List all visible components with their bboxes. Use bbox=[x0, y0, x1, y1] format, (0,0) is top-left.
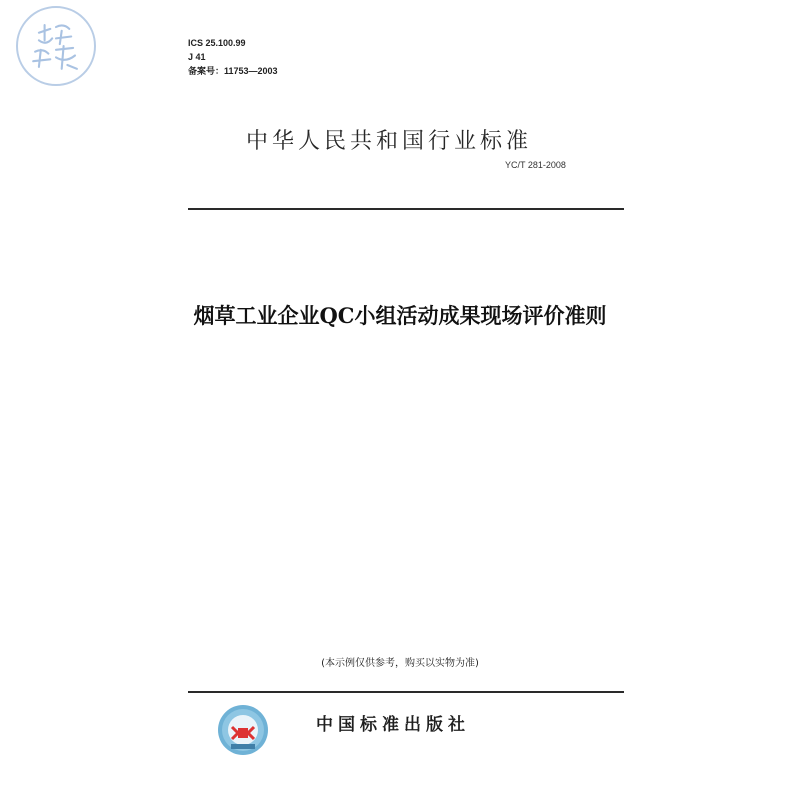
publisher-seal-icon bbox=[216, 703, 270, 757]
sample-notice: (本示例仅供参考，购买以实物为准) bbox=[321, 658, 479, 669]
standard-number: YC/T 281-2008 bbox=[505, 160, 566, 170]
classification-code: J 41 bbox=[188, 52, 206, 62]
calligraphy-seal-icon bbox=[16, 6, 96, 86]
publisher-name: 中国标准出版社 bbox=[316, 715, 470, 735]
ics-code: ICS 25.100.99 bbox=[188, 38, 246, 48]
standard-category: 中华人民共和国行业标准 bbox=[246, 129, 533, 154]
document-title: 烟草工业企业QC小组活动成果现场评价准则 bbox=[193, 303, 607, 328]
filing-number: 备案号：11753—2003 bbox=[188, 66, 278, 76]
header-divider bbox=[188, 208, 624, 210]
document-metadata bbox=[188, 36, 278, 78]
footer-divider bbox=[188, 691, 624, 693]
